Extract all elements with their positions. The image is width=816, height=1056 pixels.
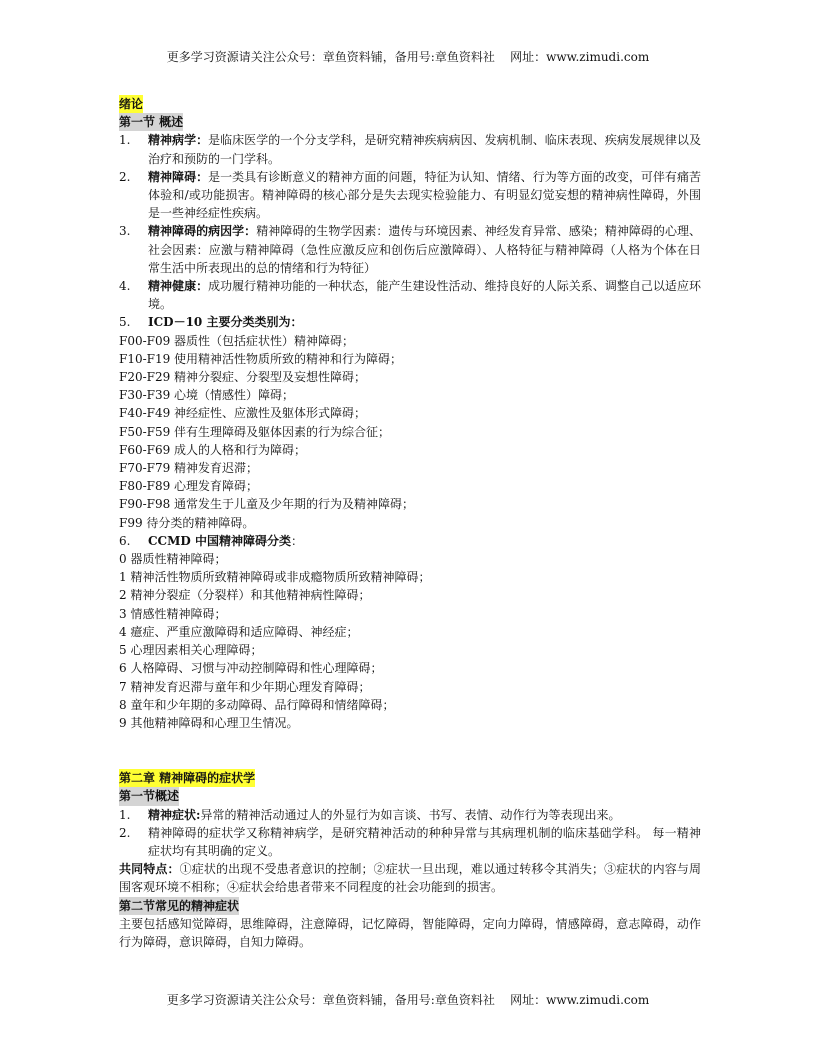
intro-section-title: 第一节 概述 — [119, 113, 701, 131]
ccmd-line: 5 心理因素相关心理障碍； — [119, 643, 263, 658]
icd-line: F90-F98 通常发生于儿童及少年期的行为及精神障碍； — [119, 497, 415, 512]
spacer — [119, 732, 701, 769]
icd-line: F70-F79 精神发育迟滞； — [119, 461, 259, 476]
icd-line: F80-F89 心理发育障碍； — [119, 479, 259, 494]
list-item: 6. CCMD 中国精神障碍分类： — [119, 533, 303, 548]
intro-chapter-title: 绪论 — [119, 95, 701, 113]
icd-line: F20-F29 精神分裂症、分裂型及妄想性障碍； — [119, 370, 367, 385]
document-body — [119, 95, 701, 951]
page-footer: 更多学习资源请关注公众号：章鱼资料铺，备用号:章鱼资料社 网址：www.zimudi.com — [166, 993, 650, 1007]
term: 精神健康： — [148, 279, 209, 294]
list-item: 5. ICD－10 主要分类类别为： — [119, 315, 303, 330]
chapter2-section1-title: 第一节概述 — [119, 787, 701, 805]
ccmd-line: 9 其他精神障碍和心理卫生情况。 — [119, 715, 299, 730]
ccmd-line: 1 精神活性物质所致精神障碍或非成瘾物质所致精神障碍； — [119, 570, 431, 585]
icd-line: F30-F39 心境（情感性）障碍； — [119, 388, 295, 403]
list-item: 1. 精神症状:异常的精神活动通过人的外显行为如言谈、书写、表情、动作行为等表现出来。 — [119, 807, 621, 822]
term: 精神症状: — [148, 807, 201, 822]
term: 精神病学： — [148, 133, 209, 148]
list-item: 1. 精神病学：是临床医学的一个分支学科，是研究精神疾病病因、发病机制、临床表现、疾病发展规律以及治疗和预防的一门学科。 — [119, 133, 701, 166]
ccmd-line: 4 癔症、严重应激障碍和适应障碍、神经症； — [119, 624, 359, 639]
list-item: 3. 精神障碍的病因学：精神障碍的生物学因素：遗传与环境因素、神经发育异常、感染；精神障碍的心理、社会因素：应激与精神障碍（急性应激反应和创伤后应激障碍）、人格特征与精神障碍（人格为个体在日常生活中所表现出的总的情绪和行为特征） — [119, 224, 701, 275]
ccmd-line: 8 童年和少年期的多动障碍、品行障碍和情绪障碍； — [119, 697, 395, 712]
common-features-paragraph: 共同特点：①症状的出现不受患者意识的控制；②症状一旦出现，难以通过转移令其消失；③症状的内容与周围客观环境不相称；④症状会给患者带来不同程度的社会功能到的损害。 — [119, 862, 701, 895]
list-item: 4. 精神健康：成功履行精神功能的一种状态，能产生建设性活动、维持良好的人际关系、调整自己以适应环境。 — [119, 279, 701, 312]
term: CCMD 中国精神障碍分类 — [148, 533, 291, 548]
icd-line: F60-F69 成人的人格和行为障碍； — [119, 442, 307, 457]
section2-paragraph: 主要包括感知觉障碍，思维障碍，注意障碍，记忆障碍，智能障碍，定向力障碍，情感障碍，意志障碍，动作行为障碍，意识障碍，自知力障碍。 — [119, 916, 701, 949]
icd-line: F40-F49 神经症性、应激性及躯体形式障碍； — [119, 406, 367, 421]
icd-line: F00-F09 器质性（包括症状性）精神障碍； — [119, 333, 355, 348]
term: 共同特点： — [119, 862, 180, 877]
ccmd-line: 7 精神发育迟滞与童年和少年期心理发育障碍； — [119, 679, 371, 694]
page-header: 更多学习资源请关注公众号：章鱼资料铺，备用号:章鱼资料社 网址：www.zimudi.com — [166, 50, 650, 64]
ccmd-line: 2 精神分裂症（分裂样）和其他精神病性障碍； — [119, 588, 371, 603]
icd-line: F50-F59 伴有生理障碍及躯体因素的行为综合征； — [119, 424, 391, 439]
term: 精神障碍的病因学： — [148, 224, 257, 239]
list-item: 2. 精神障碍：是一类具有诊断意义的精神方面的问题，特征为认知、情绪、行为等方面的改变，可伴有痛苦体验和/或功能损害。精神障碍的核心部分是失去现实检验能力、有明显幻觉妄想的精神病性障碍，外围是一些神经症性疾病。 — [119, 169, 701, 221]
icd-line: F10-F19 使用精神活性物质所致的精神和行为障碍； — [119, 351, 403, 366]
ccmd-line: 6 人格障碍、习惯与冲动控制障碍和性心理障碍； — [119, 661, 383, 676]
ccmd-line: 3 情感性精神障碍； — [119, 606, 227, 621]
term: 精神障碍： — [148, 169, 209, 184]
ccmd-line: 0 器质性精神障碍； — [119, 552, 227, 567]
list-item: 2. 精神障碍的症状学又称精神病学，是研究精神活动的种种异常与其病理机制的临床基础学科。 每一精神症状均有其明确的定义。 — [119, 825, 701, 858]
icd-line: F99 待分类的精神障碍。 — [119, 515, 255, 530]
term: ICD－10 主要分类类别为： — [148, 315, 303, 330]
chapter2-title: 第二章 精神障碍的症状学 — [119, 769, 701, 787]
chapter2-section2-title: 第二节常见的精神症状 — [119, 897, 701, 915]
